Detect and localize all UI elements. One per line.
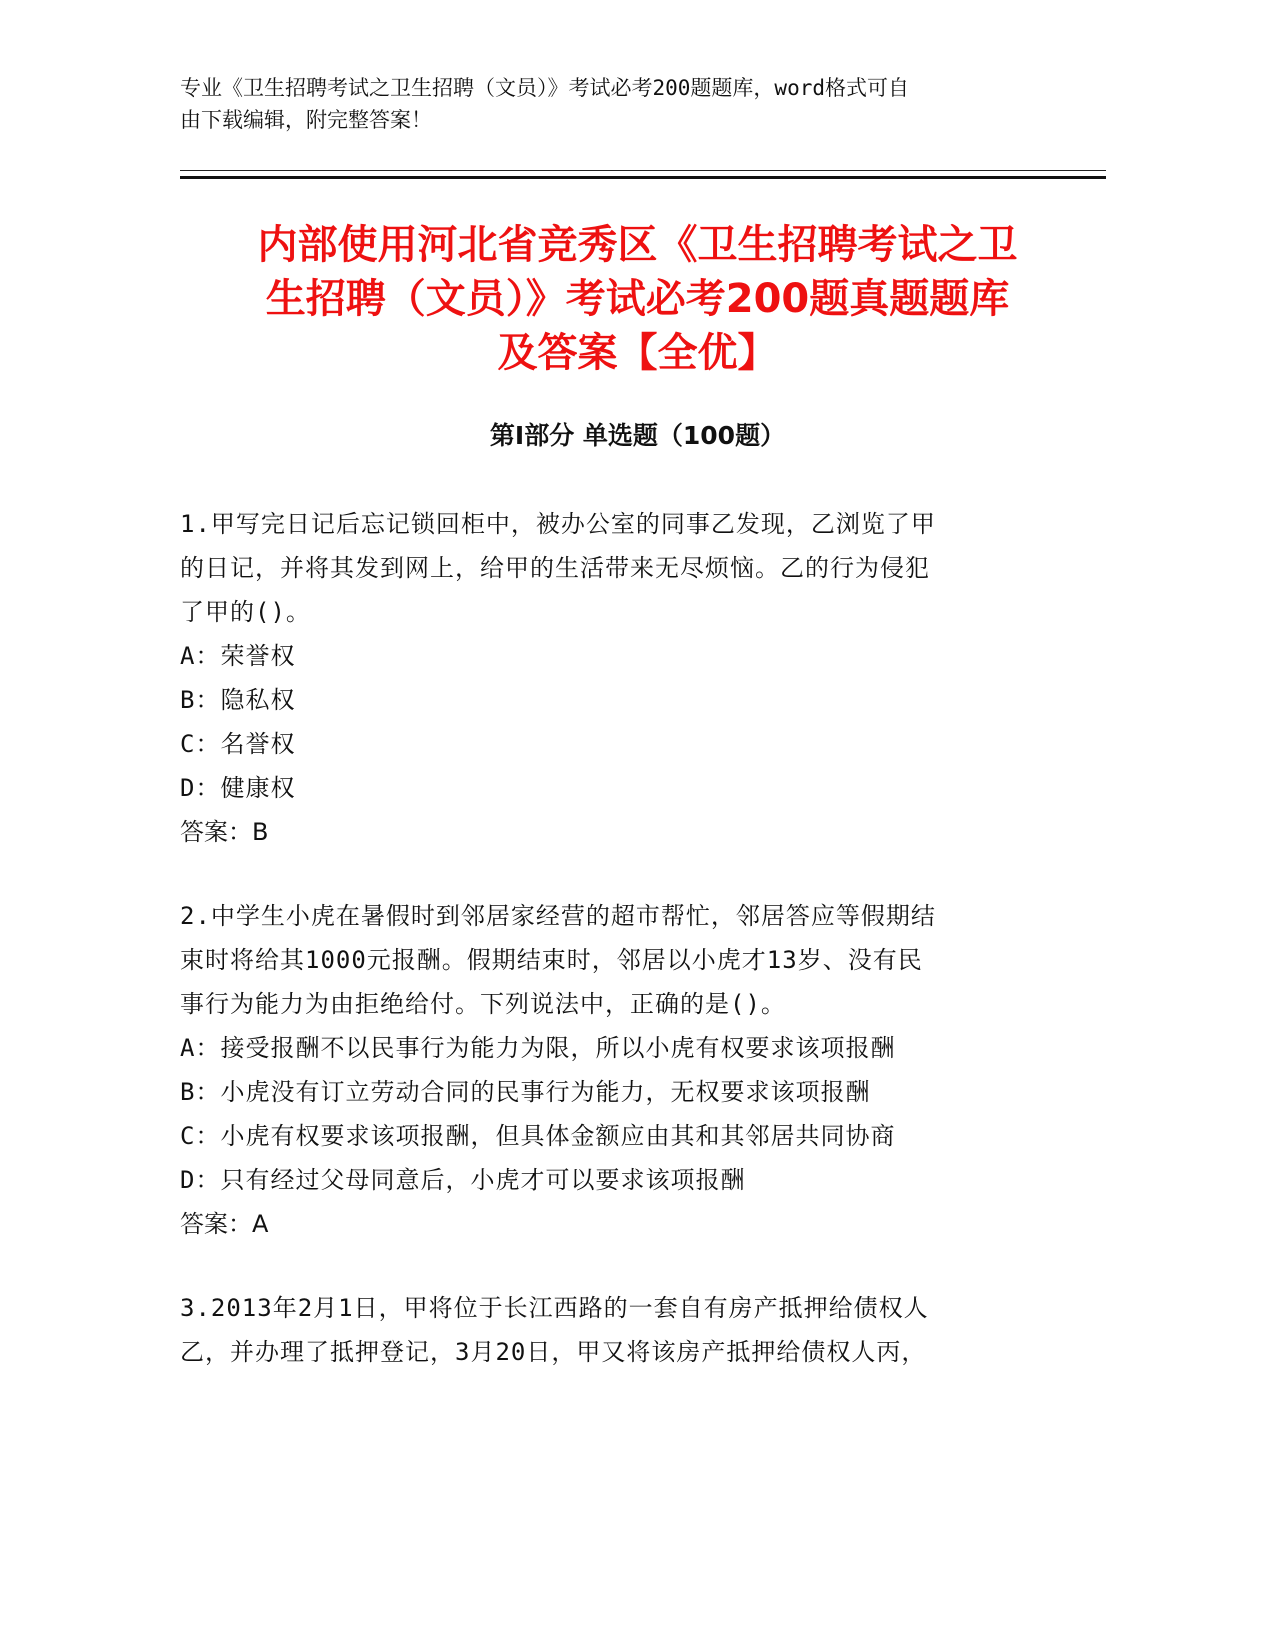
option-a: A：荣誉权 [180, 642, 296, 670]
question-1 [180, 502, 1030, 854]
option-b: B：小虎没有订立劳动合同的民事行为能力，无权要求该项报酬 [180, 1078, 871, 1106]
section-title: 第Ⅰ部分 单选题（100题） [489, 421, 786, 450]
question-stem-line: 了甲的()。 [180, 598, 311, 626]
header-line-2: 由下载编辑，附完整答案！ [180, 108, 432, 132]
option-c: C：名誉权 [180, 730, 296, 758]
option-b: B：隐私权 [180, 686, 296, 714]
option-c: C：小虎有权要求该项报酬，但具体金额应由其和其邻居共同协商 [180, 1122, 896, 1150]
question-stem-line: 1.甲写完日记后忘记锁回柜中，被办公室的同事乙发现，乙浏览了甲 [180, 510, 936, 538]
question-stem-line: 束时将给其1000元报酬。假期结束时，邻居以小虎才13岁、没有民 [180, 946, 923, 974]
option-d: D：健康权 [180, 774, 296, 802]
option-d: D：只有经过父母同意后，小虎才可以要求该项报酬 [180, 1166, 746, 1194]
title-line-3: 及答案【全优】 [497, 330, 778, 376]
title-line-1: 内部使用河北省竞秀区《卫生招聘考试之卫 [257, 222, 1018, 268]
header-divider-thick [180, 176, 1106, 179]
answer-line: 答案：B [180, 818, 269, 846]
question-2 [180, 894, 1030, 1246]
question-stem-line: 3.2013年2月1日，甲将位于长江西路的一套自有房产抵押给债权人 [180, 1294, 929, 1322]
question-stem-line: 的日记，并将其发到网上，给甲的生活带来无尽烦恼。乙的行为侵犯 [180, 554, 930, 582]
document-title [180, 218, 1095, 380]
question-stem-line: 2.中学生小虎在暑假时到邻居家经营的超市帮忙，邻居答应等假期结 [180, 902, 936, 930]
header-note [180, 72, 1060, 136]
answer-line: 答案：A [180, 1210, 269, 1238]
question-stem-line: 事行为能力为由拒绝给付。下列说法中，正确的是()。 [180, 990, 786, 1018]
question-stem-line: 乙，并办理了抵押登记，3月20日，甲又将该房产抵押给债权人丙， [180, 1338, 927, 1366]
header-line-1: 专业《卫生招聘考试之卫生招聘（文员）》考试必考200题题库，word格式可自 [180, 76, 909, 100]
title-line-2: 生招聘（文员）》考试必考200题真题题库 [265, 276, 1010, 322]
header-divider-thin [180, 170, 1106, 171]
option-a: A：接受报酬不以民事行为能力为限，所以小虎有权要求该项报酬 [180, 1034, 896, 1062]
question-3 [180, 1286, 1030, 1374]
